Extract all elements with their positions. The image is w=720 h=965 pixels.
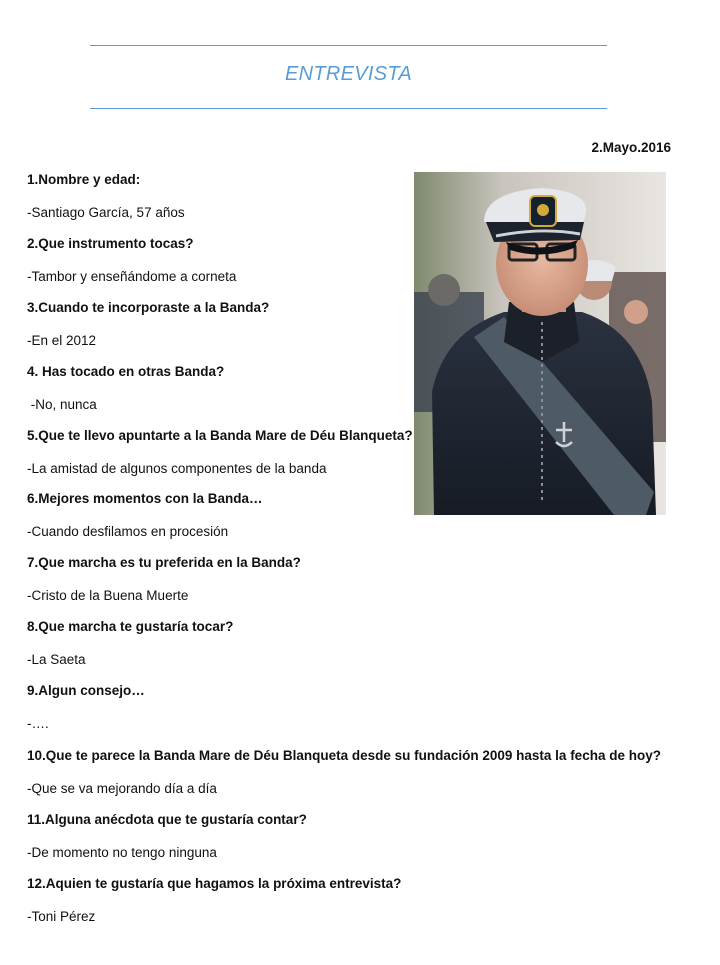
- page-title: ENTREVISTA: [284, 63, 413, 85]
- portrait-photo: [414, 172, 666, 515]
- answer-3: -En el 2012: [27, 333, 97, 348]
- answer-9: -….: [27, 716, 49, 731]
- answer-10: -Que se va mejorando día a día: [27, 781, 217, 796]
- answer-5: -La amistad de algunos componentes de la banda: [27, 461, 327, 476]
- answer-2: -Tambor y enseñándome a corneta: [27, 269, 237, 284]
- interview-date: 2.Mayo.2016: [591, 140, 671, 155]
- answer-4: -No, nunca: [27, 397, 97, 412]
- answer-11: -De momento no tengo ninguna: [27, 845, 217, 860]
- answer-7: -Cristo de la Buena Muerte: [27, 588, 189, 603]
- question-11: 11.Alguna anécdota que te gustaría contar?: [27, 812, 307, 827]
- question-2: 2.Que instrumento tocas?: [27, 236, 194, 251]
- question-9: 9.Algun consejo…: [27, 683, 145, 698]
- question-8: 8.Que marcha te gustaría tocar?: [27, 619, 234, 634]
- answer-12: -Toni Pérez: [27, 909, 96, 924]
- question-5: 5.Que te llevo apuntarte a la Banda Mare de Déu Blanqueta?: [27, 428, 413, 443]
- question-10: 10.Que te parece la Banda Mare de Déu Blanqueta desde su fundación 2009 hasta la fecha de hoy?: [27, 748, 661, 763]
- answer-1: -Santiago García, 57 años: [27, 205, 185, 220]
- question-1: 1.Nombre y edad:: [27, 172, 141, 187]
- answer-8: -La Saeta: [27, 652, 86, 667]
- header-top-rule: [90, 45, 607, 46]
- question-7: 7.Que marcha es tu preferida en la Banda?: [27, 555, 301, 570]
- question-3: 3.Cuando te incorporaste a la Banda?: [27, 300, 270, 315]
- question-12: 12.Aquien te gustaría que hagamos la próxima entrevista?: [27, 876, 402, 891]
- answer-6: -Cuando desfilamos en procesión: [27, 524, 229, 539]
- question-6: 6.Mejores momentos con la Banda…: [27, 491, 263, 506]
- header-bottom-rule: [90, 108, 607, 109]
- portrait-photo-icon: [414, 172, 666, 515]
- question-4: 4. Has tocado en otras Banda?: [27, 364, 225, 379]
